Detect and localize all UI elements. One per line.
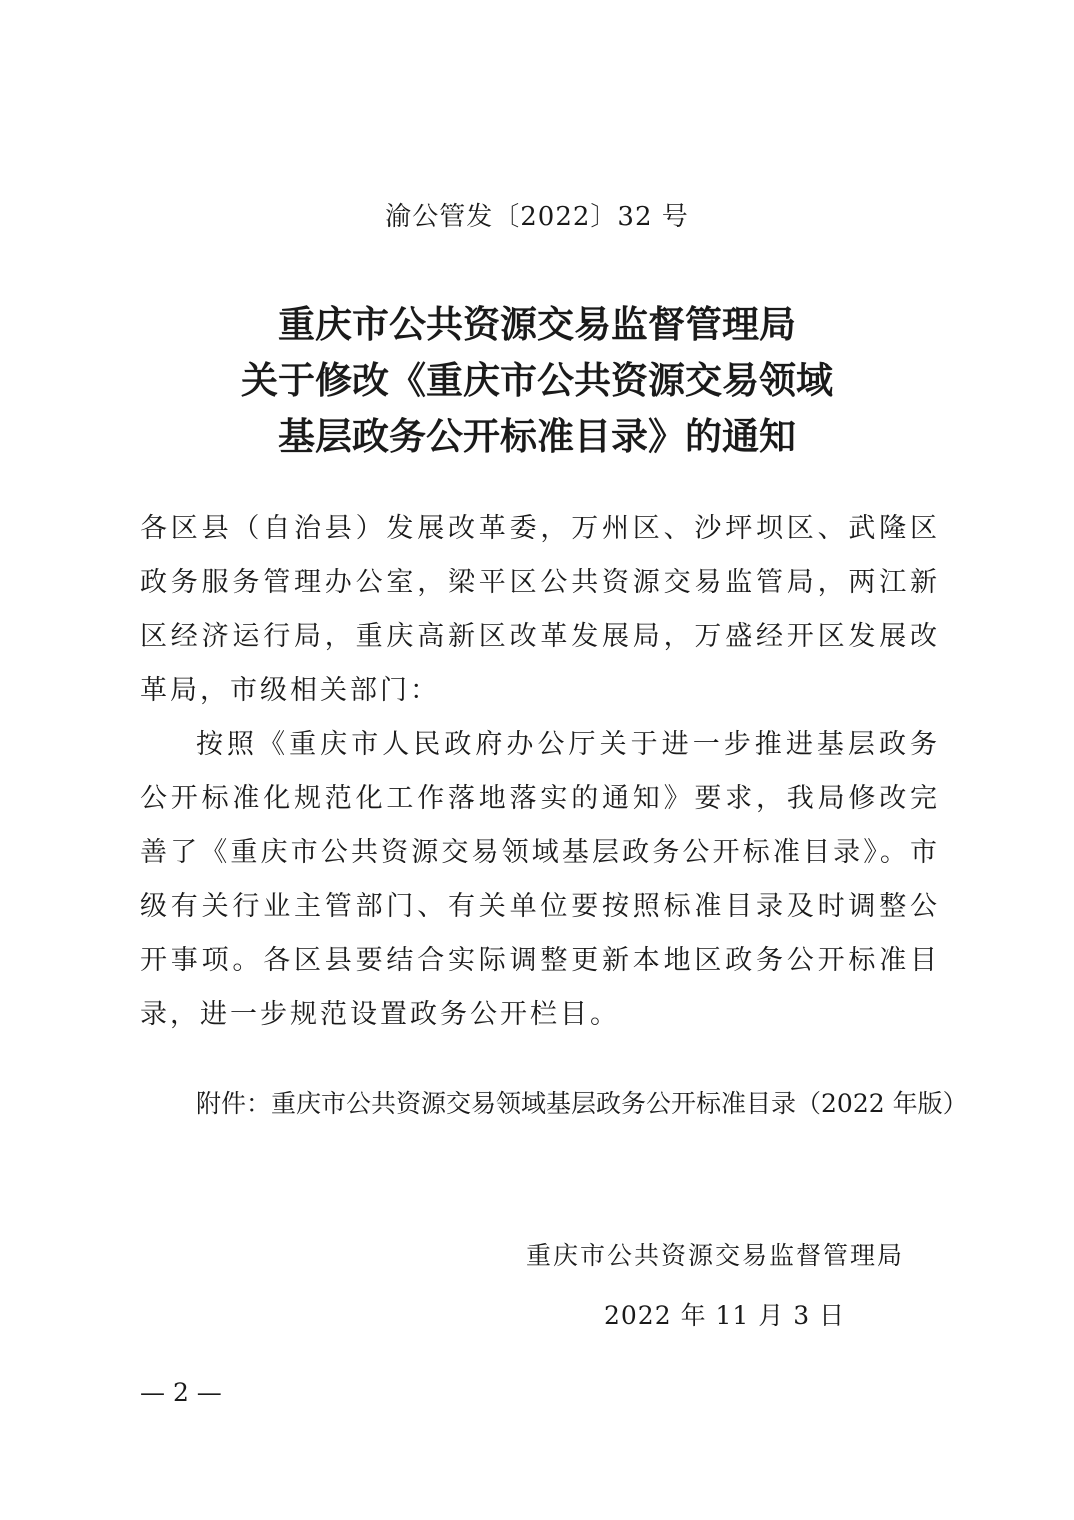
- attachment-line: 附件：重庆市公共资源交易领域基层政务公开标准目录（2022 年版）: [196, 1089, 968, 1118]
- document-title: [0, 296, 1074, 464]
- main-paragraph: 按照《重庆市人民政府办公厅关于进一步推进基层政务公开标准化规范化工作落地落实的通知》要求，我局修改完善了《重庆市公共资源交易领域基层政务公开标准目录》。市级有关行业主管部门、有关单位要按照标准目录及时调整公开事项。各区县要结合实际调整更新本地区政务公开标准目录，进一步规范设置政务公开栏目。: [140, 729, 940, 1030]
- document-number: 渝公管发〔2022〕32 号: [385, 202, 689, 232]
- signature-org: 重庆市公共资源交易监督管理局: [526, 1241, 905, 1270]
- title-line-3: 基层政务公开标准目录》的通知: [278, 414, 796, 458]
- signature-date: 2022 年 11 月 3 日: [604, 1301, 846, 1330]
- recipients-paragraph: 各区县（自治县）发展改革委，万州区、沙坪坝区、武隆区政务服务管理办公室，梁平区公共资源交易监管局，两江新区经济运行局，重庆高新区改革发展局，万盛经开区发展改革局，市级相关部门：: [140, 513, 940, 706]
- page-number: — 2 —: [140, 1378, 222, 1407]
- title-line-1: 重庆市公共资源交易监督管理局: [278, 302, 796, 346]
- title-line-2: 关于修改《重庆市公共资源交易领域: [241, 358, 833, 402]
- document-body: [140, 502, 940, 1042]
